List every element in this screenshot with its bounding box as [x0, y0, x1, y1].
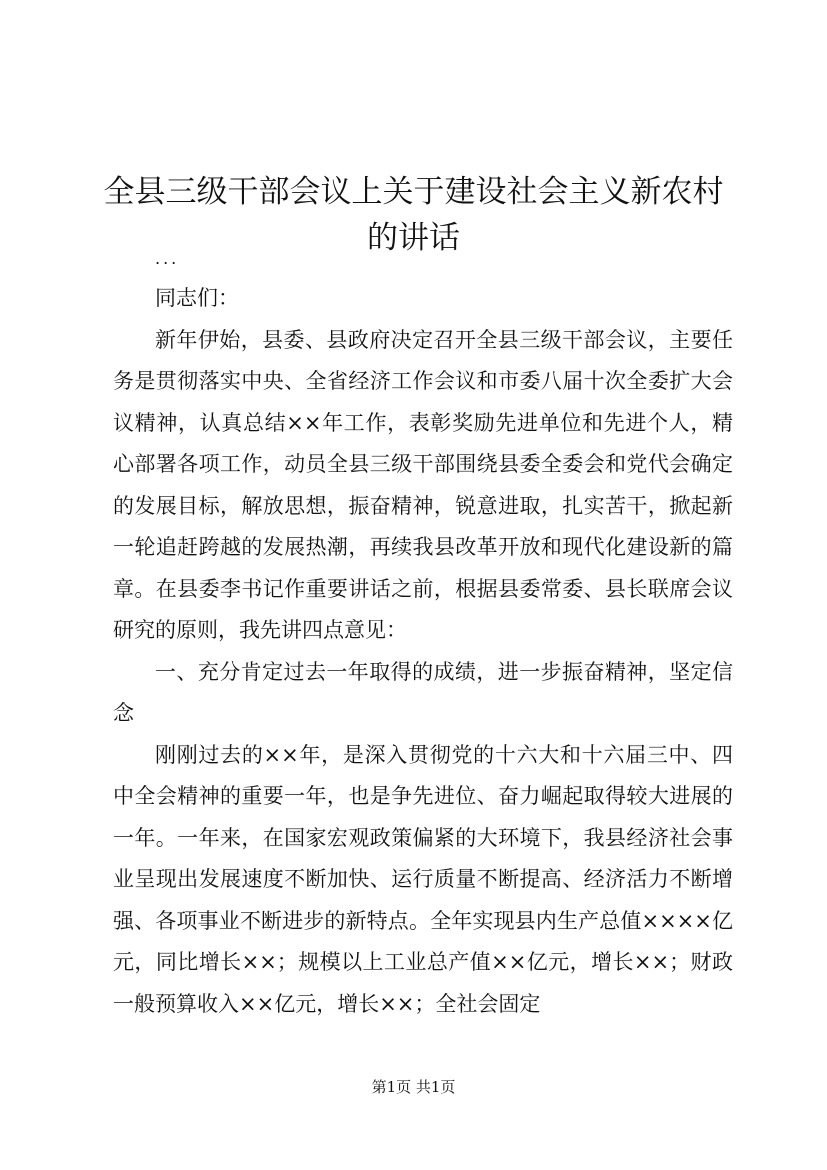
title-line-2: 的讲话 [367, 219, 460, 256]
section-heading-1: 一、充分肯定过去一年取得的成绩，进一步振奋精神，坚定信念 [113, 659, 733, 725]
salutation: 同志们： [155, 286, 239, 310]
paragraph-intro: 新年伊始，县委、县政府决定召开全县三级干部会议，主要任务是贯彻落实中央、全省经济工作会议和市委八届十次全委扩大会议精神，认真总结××年工作，表彰奖励先进单位和先进个人，精心部署各项工作，动员全县三级干部围绕县委全委会和党代会确定的发展目标，解放思想，振奋精神，锐意进取，扎实苦干，掀起新一轮追赶跨越的发展热潮，再续我县改革开放和现代化建设新的篇章。在县委李书记作重要讲话之前，根据县委常委、县长联席会议研究的原则，我先讲四点意见： [113, 327, 733, 642]
page-footer: 第1页 共1页 [371, 1078, 456, 1096]
paragraph-achievements: 刚刚过去的××年，是深入贯彻党的十六大和十六届三中、四中全会精神的重要一年，也是争先进位、奋力崛起取得较大进展的一年。一年来，在国家宏观政策偏紧的大环境下，我县经济社会事业呈现出发展速度不断加快、运行质量不断提高、经济活力不断增强、各项事业不断进步的新特点。全年实现县内生产总值××××亿元，同比增长××；规模以上工业总产值××亿元，增长××；财政一般预算收入××亿元，增长××；全社会固定 [113, 742, 733, 1016]
ellipsis-marker: ... [155, 249, 180, 268]
document-body [113, 240, 733, 1025]
title-line-1: 全县三级干部会议上关于建设社会主义新农村 [103, 173, 724, 210]
